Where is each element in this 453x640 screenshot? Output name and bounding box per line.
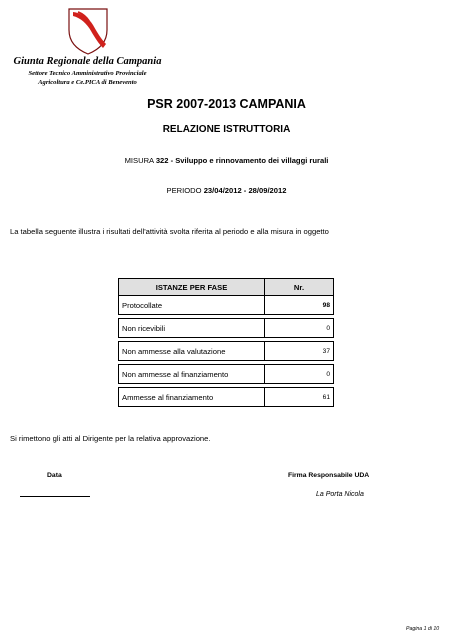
row-label: Non ricevibili bbox=[119, 319, 265, 338]
table-row bbox=[119, 342, 334, 361]
signature-label: Firma Responsabile UDA bbox=[288, 472, 370, 479]
table-row bbox=[119, 319, 334, 338]
closing-text: Si rimettono gli atti al Dirigente per la relativa approvazione. bbox=[10, 434, 211, 443]
document-title: PSR 2007-2013 CAMPANIA bbox=[147, 97, 306, 111]
results-table bbox=[118, 278, 334, 407]
row-label: Protocollate bbox=[119, 296, 265, 315]
header-phase: ISTANZE PER FASE bbox=[119, 279, 265, 296]
document-subtitle: RELAZIONE ISTRUTTORIA bbox=[162, 124, 291, 135]
row-value: 0 bbox=[265, 319, 334, 338]
intro-text: La tabella seguente illustra i risultati dell'attività svolta riferita al periodo e alla misura in oggetto bbox=[10, 227, 329, 236]
measure-prefix: MISURA bbox=[124, 156, 154, 165]
row-value: 98 bbox=[265, 296, 334, 315]
period-line bbox=[0, 186, 453, 195]
date-label: Data bbox=[47, 472, 62, 479]
table-row bbox=[119, 296, 334, 315]
period-value: 23/04/2012 - 28/09/2012 bbox=[203, 186, 287, 195]
page-number: Pagina 1 di 10 bbox=[406, 626, 440, 632]
measure-value: 322 - Sviluppo e rinnovamento dei villaggi rurali bbox=[155, 156, 329, 165]
period-prefix: PERIODO bbox=[166, 186, 202, 195]
row-value: 37 bbox=[265, 342, 334, 361]
table-header-row bbox=[119, 279, 334, 296]
signer-name: La Porta Nicola bbox=[316, 491, 364, 498]
table-row bbox=[119, 388, 334, 407]
row-value: 0 bbox=[265, 365, 334, 384]
date-line bbox=[20, 496, 90, 497]
row-label: Ammesse al finanziamento bbox=[119, 388, 265, 407]
organization-name: Giunta Regionale della Campania bbox=[13, 56, 162, 67]
header-count: Nr. bbox=[265, 279, 334, 296]
row-label: Non ammesse al finanziamento bbox=[119, 365, 265, 384]
campania-crest-icon bbox=[63, 6, 113, 56]
department-line-1: Settore Tecnico Amministrativo Provinciale bbox=[28, 70, 147, 77]
row-value: 61 bbox=[265, 388, 334, 407]
department-line-2: Agricoltura e Ce.PICA di Benevento bbox=[38, 79, 137, 86]
measure-line bbox=[0, 156, 453, 165]
row-label: Non ammesse alla valutazione bbox=[119, 342, 265, 361]
table-row bbox=[119, 365, 334, 384]
